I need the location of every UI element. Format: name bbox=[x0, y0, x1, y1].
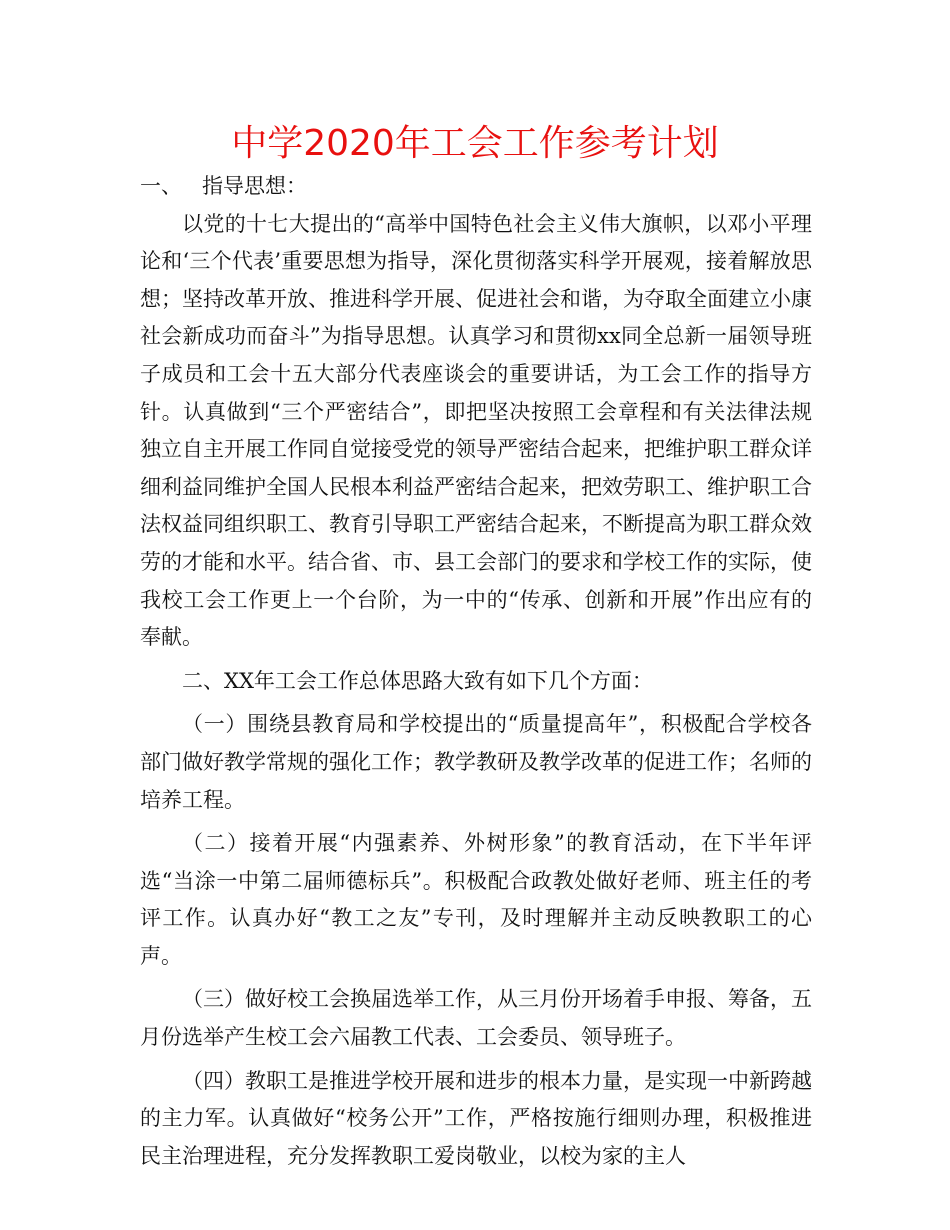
list-item: （一）围绕县教育局和学校提出的“质量提高年”，积极配合学校各部门做好教学常规的强化工作；教学教研及教学改革的促进工作；名师的培养工程。 bbox=[140, 712, 812, 812]
paragraph-guiding-ideology: 以党的十七大提出的“高举中国特色社会主义伟大旗帜，以邓小平理论和‘三个代表’重要思想为指导，深化贯彻落实科学开展观，接着解放思想；坚持改革开放、推进科学开展、促进社会和谐，为夺取全面建立小康社会新成功而奋斗”为指导思想。认真学习和贯彻xx同全总新一届领导班子成员和工会十五大部分代表座谈会的重要讲话，为工会工作的指导方针。认真做到“三个严密结合”，即把坚决按照工会章程和有关法律法规独立自主开展工作同自觉接受党的领导严密结合起来，把维护职工群众详细利益同维护全国人民根本利益严密结合起来，把效劳职工、维护职工合法权益同组织职工、教育引导职工严密结合起来，不断提高为职工群众效劳的才能和水平。结合省、市、县工会部门的要求和学校工作的实际，使我校工会工作更上一个台阶，为一中的“传承、创新和开展”作出应有的奉献。 bbox=[140, 211, 812, 650]
document-title: 中学2020年工会工作参考计划 bbox=[231, 123, 719, 164]
document-body bbox=[140, 168, 812, 1175]
list-item: （二）接着开展“内强素养、外树形象”的教育活动，在下半年评选“当涂一中第二届师德标兵”。积极配合政教处做好老师、班主任的考评工作。认真办好“教工之友”专刊，及时理解并主动反映教职工的心声。 bbox=[140, 831, 812, 968]
section-heading-overall-ideas: 二、XX年工会工作总体思路大致有如下几个方面： bbox=[182, 668, 653, 693]
section-heading-guiding-ideology: 一、 指导思想： bbox=[140, 174, 308, 198]
list-item: （三）做好校工会换届选举工作，从三月份开场着手申报、筹备，五月份选举产生校工会六届教工代表、工会委员、领导班子。 bbox=[140, 987, 812, 1050]
list-item: （四）教职工是推进学校开展和进步的根本力量，是实现一中新跨越的主力军。认真做好“校务公开”工作，严格按施行细则办理，积极推进民主治理进程，充分发挥教职工爱岗敬业，以校为家的主人 bbox=[140, 1068, 812, 1168]
